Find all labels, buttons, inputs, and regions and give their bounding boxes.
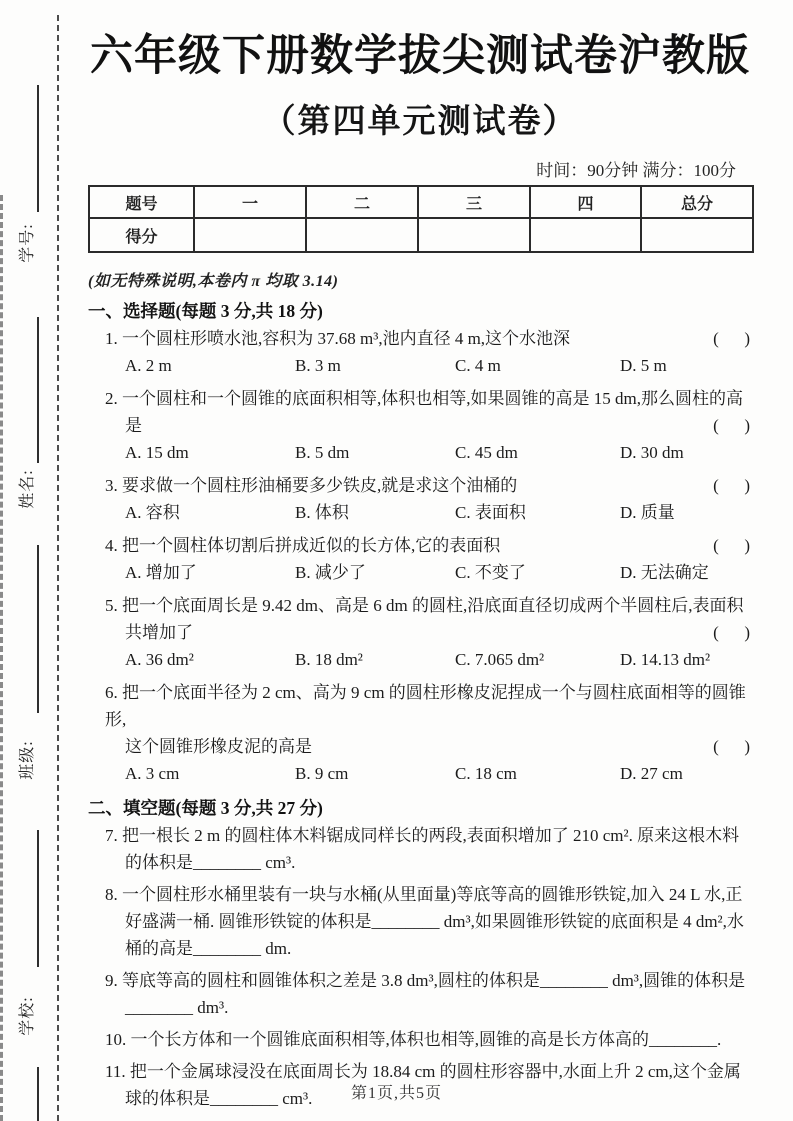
question-options [88, 760, 752, 788]
option-d: D. 14.13 dm² [620, 650, 711, 669]
question-1 [88, 325, 752, 380]
time-score-meta: 时间：90分钟 满分：100分 [536, 161, 736, 180]
option-a: A. 增加了 [125, 563, 197, 582]
question-text: 的体积是________ cm³. [125, 853, 296, 872]
option-b: B. 体积 [295, 503, 349, 522]
option-c: C. 18 cm [455, 764, 517, 783]
student-no-blank-line [37, 85, 39, 212]
answer-paren: ( ) [713, 416, 750, 435]
question-text: 4. 把一个圆柱体切割后拼成近似的长方体,它的表面积 [105, 536, 501, 555]
question-text: 11. 把一个金属球浸没在底面周长为 18.84 cm 的圆柱形容器中,水面上升 2 cm,这个金属 [105, 1062, 741, 1081]
class-label: 班级: [19, 740, 36, 780]
question-text: 球的体积是________ cm³. [125, 1089, 313, 1108]
option-a: A. 15 dm [125, 443, 189, 462]
paper-subtitle: （第四单元测试卷） [262, 104, 578, 140]
pi-note: (如无特殊说明,本卷内 π 均取 3.14) [88, 273, 339, 290]
question-options [88, 559, 752, 587]
score-table-header-row [89, 186, 753, 218]
score-table [88, 185, 754, 253]
option-a: A. 36 dm² [125, 650, 194, 669]
option-c: C. 7.065 dm² [455, 650, 545, 669]
option-c: C. 表面积 [455, 503, 526, 522]
section1-heading: 一、选择题(每题 3 分,共 18 分) [88, 301, 323, 321]
score-cell [530, 218, 641, 252]
score-cell [194, 218, 306, 252]
question-options [88, 352, 752, 380]
answer-paren: ( ) [713, 623, 750, 642]
paper-content [88, 0, 752, 1112]
student-no-label: 学号: [19, 223, 36, 263]
question-7 [88, 822, 752, 876]
option-c: C. 不变了 [455, 563, 526, 582]
question-6 [88, 679, 752, 788]
answer-paren: ( ) [713, 329, 750, 348]
answer-paren: ( ) [713, 536, 750, 555]
score-table-header-cell: 二 [306, 186, 418, 218]
question-text: 好盛满一桶. 圆锥形铁锭的体积是________ dm³,如果圆锥形铁锭的底面积是 4 dm²,水 [125, 912, 744, 931]
name-blank-line [37, 317, 39, 463]
question-text: 1. 一个圆柱形喷水池,容积为 37.68 m³,池内直径 4 m,这个水池深 [105, 329, 571, 348]
question-5 [88, 592, 752, 674]
option-b: B. 减少了 [295, 563, 366, 582]
class-blank-line [37, 545, 39, 713]
option-a: A. 容积 [125, 503, 180, 522]
score-cell [641, 218, 753, 252]
question-9 [88, 967, 752, 1021]
question-text: 是 [125, 416, 142, 435]
page-number: 第1页,共5页 [350, 1085, 442, 1102]
option-b: B. 9 cm [295, 764, 349, 783]
answer-paren: ( ) [713, 737, 750, 756]
question-options [88, 646, 752, 674]
question-10 [88, 1026, 752, 1053]
option-d: D. 27 cm [620, 764, 683, 783]
school-label: 学校: [19, 996, 36, 1036]
question-3 [88, 472, 752, 527]
option-a: A. 3 cm [125, 764, 180, 783]
option-d: D. 30 dm [620, 443, 684, 462]
question-text: 2. 一个圆柱和一个圆锥的底面积相等,体积也相等,如果圆锥的高是 15 dm,那么圆柱的高 [105, 389, 743, 408]
score-cell [306, 218, 418, 252]
option-c: C. 4 m [455, 356, 501, 375]
question-text: 7. 把一根长 2 m 的圆柱体木料锯成同样长的两段,表面积增加了 210 cm². 原来这根木料 [105, 826, 740, 845]
option-d: D. 5 m [620, 356, 667, 375]
score-table-header-cell: 一 [194, 186, 306, 218]
question-text: 共增加了 [125, 623, 193, 642]
question-text: 6. 把一个底面半径为 2 cm、高为 9 cm 的圆柱形橡皮泥捏成一个与圆柱底面相等的圆锥形, [105, 683, 746, 729]
section2-heading: 二、填空题(每题 3 分,共 27 分) [88, 798, 323, 818]
score-cell [418, 218, 530, 252]
option-a: A. 2 m [125, 356, 172, 375]
question-text: 10. 一个长方体和一个圆锥底面积相等,体积也相等,圆锥的高是长方体高的________. [105, 1030, 722, 1049]
question-text: 9. 等底等高的圆柱和圆锥体积之差是 3.8 dm³,圆柱的体积是________ dm³,圆锥的体积是 [105, 971, 746, 990]
question-text: 这个圆锥形橡皮泥的高是 [125, 737, 312, 756]
score-table-score-row [89, 218, 753, 252]
paper-title: 六年级下册数学拔尖测试卷沪教版 [90, 33, 750, 80]
option-d: D. 质量 [620, 503, 675, 522]
option-b: B. 3 m [295, 356, 341, 375]
answer-paren: ( ) [713, 476, 750, 495]
option-b: B. 5 dm [295, 443, 350, 462]
score-row-label: 得分 [89, 218, 194, 252]
question-text: 3. 要求做一个圆柱形油桶要多少铁皮,就是求这个油桶的 [105, 476, 518, 495]
score-table-header-cell: 四 [530, 186, 641, 218]
question-options [88, 439, 752, 467]
question-8 [88, 881, 752, 962]
score-table-header-cell: 题号 [89, 186, 194, 218]
question-4 [88, 532, 752, 587]
score-table-header-cell: 三 [418, 186, 530, 218]
option-b: B. 18 dm² [295, 650, 363, 669]
option-d: D. 无法确定 [620, 563, 709, 582]
name-label: 姓名: [19, 469, 36, 509]
question-text: 5. 把一个底面周长是 9.42 dm、高是 6 dm 的圆柱,沿底面直径切成两个半圆柱后,表面积 [105, 596, 744, 615]
question-text: 8. 一个圆柱形水桶里装有一块与水桶(从里面量)等底等高的圆锥形铁锭,加入 24 L 水,正 [105, 885, 743, 904]
page-edge-dashes [0, 195, 3, 1121]
score-table-header-cell: 总分 [641, 186, 753, 218]
question-text: 桶的高是________ dm. [125, 939, 292, 958]
question-2 [88, 385, 752, 467]
seal-dashed-line [57, 15, 59, 1121]
question-options [88, 499, 752, 527]
option-c: C. 45 dm [455, 443, 518, 462]
school-blank-line [37, 830, 39, 967]
question-text: ________ dm³. [125, 998, 229, 1017]
